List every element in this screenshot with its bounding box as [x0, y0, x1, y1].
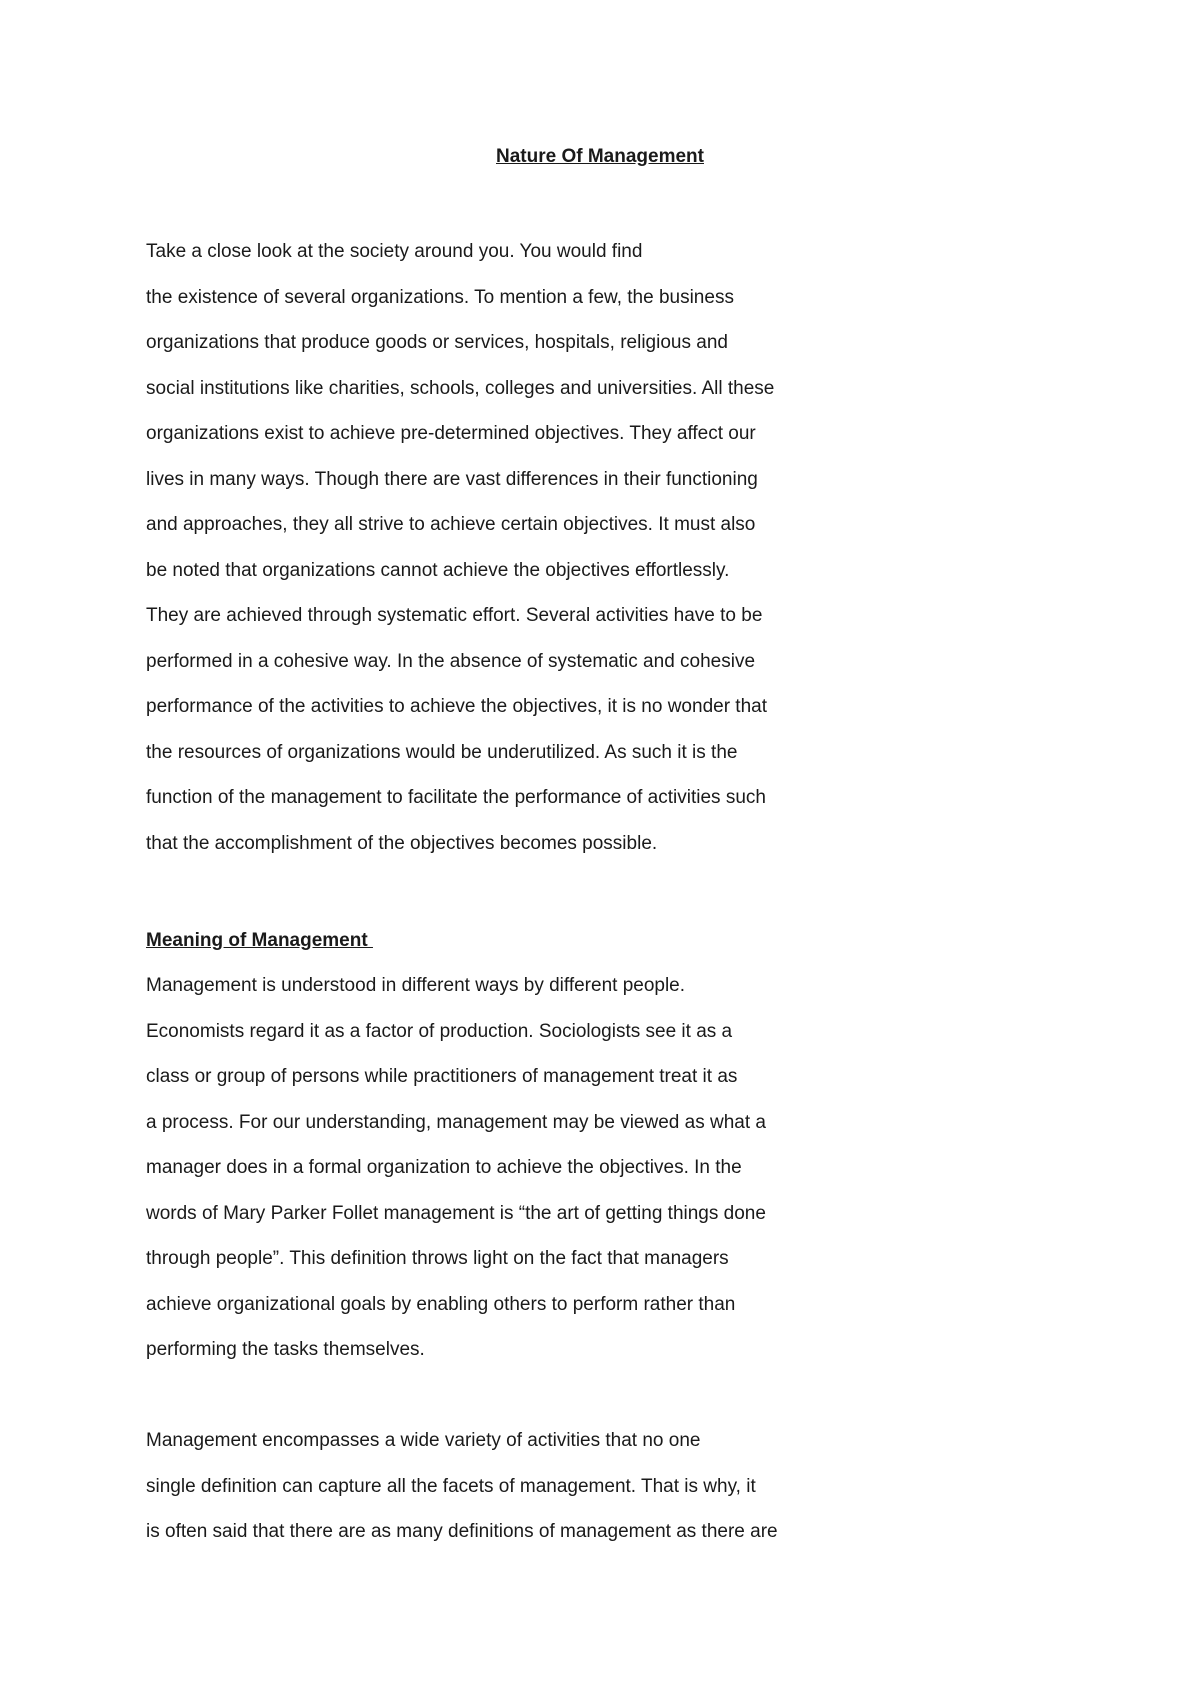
meaning-line: manager does in a formal organization to achieve the objectives. In the — [146, 1157, 742, 1178]
intro-line: lives in many ways. Though there are vast differences in their functioning — [146, 468, 758, 490]
closing-paragraph — [146, 1418, 926, 1555]
intro-line: the resources of organizations would be underutilized. As such it is the — [146, 741, 738, 763]
intro-line: social institutions like charities, schools, colleges and universities. All these — [146, 377, 775, 399]
intro-line: performed in a cohesive way. In the absence of systematic and cohesive — [146, 650, 756, 672]
closing-line: is often said that there are as many definitions of management as there are — [146, 1521, 778, 1542]
document-title: Nature Of Management — [496, 146, 704, 167]
meaning-line: a process. For our understanding, management may be viewed as what a — [146, 1111, 766, 1133]
closing-line: single definition can capture all the facets of management. That is why, it — [146, 1475, 756, 1497]
intro-line: performance of the activities to achieve the objectives, it is no wonder that — [146, 696, 767, 717]
meaning-line: Economists regard it as a factor of production. Sociologists see it as a — [146, 1020, 733, 1042]
section-heading-meaning: Meaning of Management — [146, 930, 373, 951]
intro-line: They are achieved through systematic effort. Several activities have to be — [146, 605, 763, 626]
intro-line: that the accomplishment of the objectives becomes possible. — [146, 832, 658, 854]
intro-line: be noted that organizations cannot achieve the objectives effortlessly. — [146, 559, 730, 581]
meaning-line: words of Mary Parker Follet management is “the art of getting things done — [146, 1202, 766, 1224]
meaning-paragraph — [146, 963, 926, 1373]
meaning-line: achieve organizational goals by enabling others to perform rather than — [146, 1293, 736, 1315]
intro-line: and approaches, they all strive to achieve certain objectives. It must also — [146, 514, 756, 535]
intro-paragraph — [146, 229, 926, 866]
intro-line: function of the management to facilitate the performance of activities such — [146, 787, 766, 808]
closing-line: Management encompasses a wide variety of activities that no one — [146, 1430, 701, 1451]
meaning-line: performing the tasks themselves. — [146, 1339, 425, 1360]
meaning-line: Management is understood in different ways by different people. — [146, 975, 686, 996]
intro-line: the existence of several organizations. To mention a few, the business — [146, 286, 734, 308]
intro-line: Take a close look at the society around you. You would find — [146, 241, 643, 262]
meaning-line: class or group of persons while practitioners of management treat it as — [146, 1066, 738, 1087]
meaning-line: through people”. This definition throws light on the fact that managers — [146, 1248, 729, 1269]
intro-line: organizations exist to achieve pre-determined objectives. They affect our — [146, 423, 756, 444]
intro-line: organizations that produce goods or services, hospitals, religious and — [146, 332, 728, 353]
